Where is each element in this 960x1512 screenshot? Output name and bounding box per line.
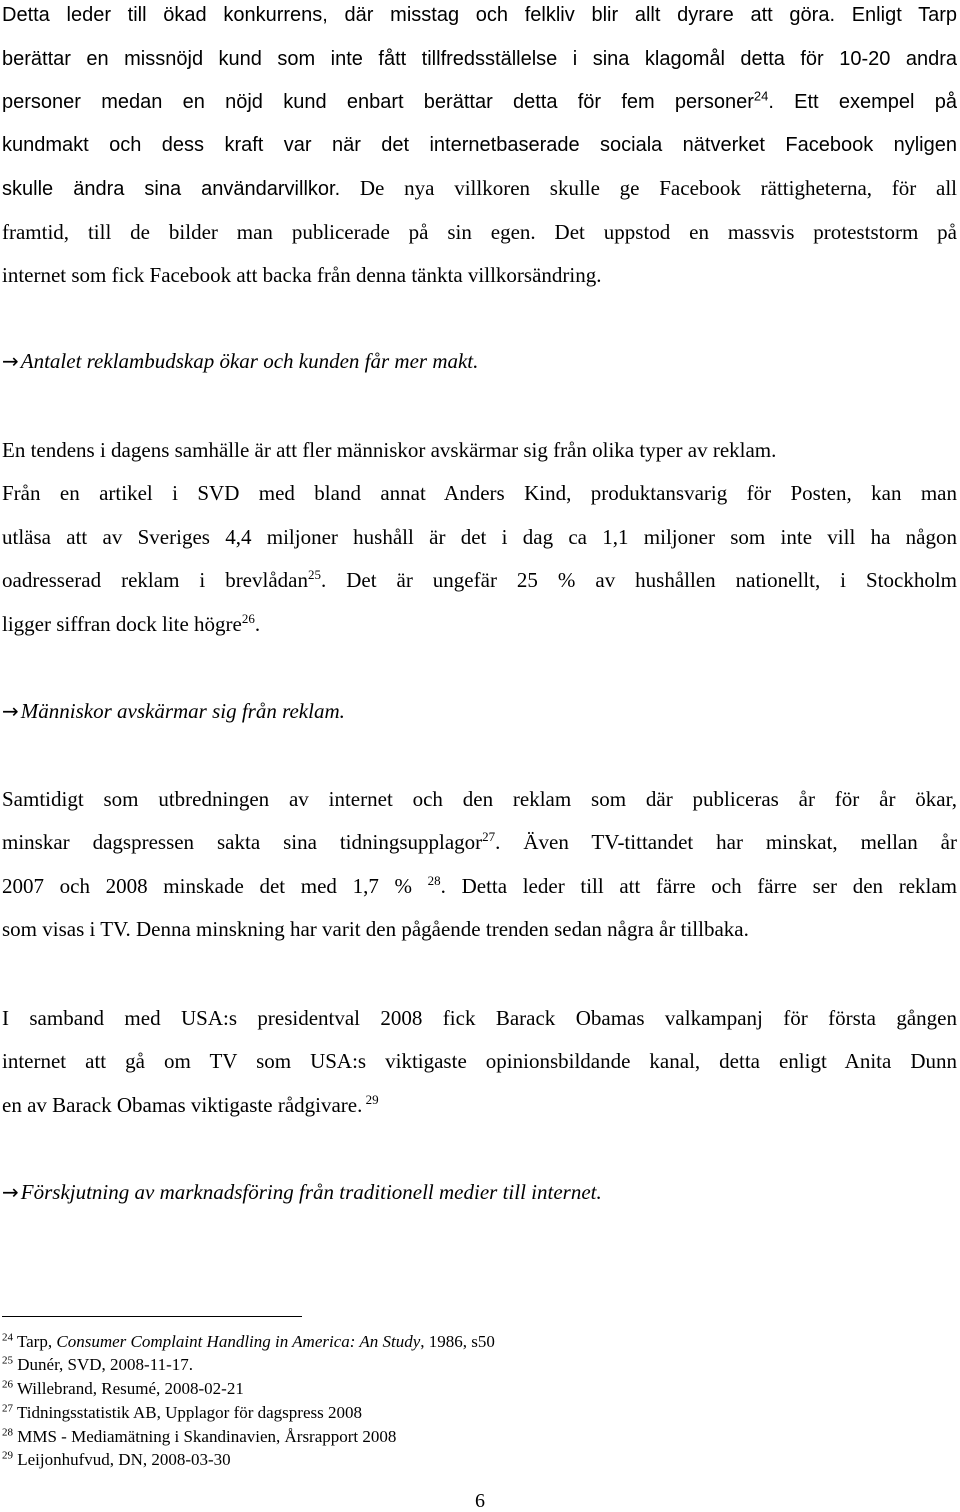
- footnote-number: 29: [2, 1449, 13, 1462]
- text-segment: minskar dagspressen sakta sina tidningsupplagor: [2, 830, 483, 854]
- footnote: [2, 1355, 193, 1375]
- text-line: Detta leder till ökad konkurrens, där misstag och felkliv blir allt dyrare att göra. Enligt Tarp: [2, 4, 957, 26]
- text-segment: De nya villkoren skulle ge Facebook rättigheterna, för all: [340, 176, 957, 200]
- text-segment: .: [254, 612, 261, 636]
- text-line: kundmakt och dess kraft var när det internetbaserade sociala nätverket Facebook nyligen: [2, 134, 957, 156]
- footnote-number: 27: [2, 1402, 13, 1415]
- text-line: utläsa att av Sveriges 4,4 miljoner hushåll är det i dag ca 1,1 miljoner som inte vill ha någon: [2, 525, 957, 549]
- conclusion-line: [2, 699, 345, 723]
- text-segment: oadresserad reklam i brevlådan: [2, 568, 308, 592]
- footnote-text: , 1986, s50: [420, 1332, 495, 1351]
- footnote: [2, 1427, 396, 1447]
- text-line: berättar en missnöjd kund som inte fått tillfredsställelse i sina klagomål detta för 10-20 andra: [2, 48, 957, 70]
- footnote-text: Dunér, SVD, 2008-11-17.: [13, 1355, 194, 1374]
- text-line: I samband med USA:s presidentval 2008 fick Barack Obamas valkampanj för första gången: [2, 1006, 957, 1030]
- conclusion-line: [2, 1180, 602, 1204]
- footnote-ref: 29: [362, 1092, 379, 1107]
- text-segment: personer medan en nöjd kund enbart berättar detta för fem personer: [2, 91, 754, 113]
- text-line: [2, 90, 957, 114]
- text-line: Samtidigt som utbredningen av internet och den reklam som där publiceras år för år ökar,: [2, 787, 957, 811]
- footnote-ref: 26: [241, 611, 255, 626]
- text-line: [2, 568, 957, 592]
- text-line: internet att gå om TV som USA:s viktigaste opinionsbildande kanal, detta enligt Anita Dunn: [2, 1049, 957, 1073]
- text-segment: skulle ändra sina användarvillkor.: [2, 178, 341, 200]
- conclusion-text: Människor avskärmar sig från reklam.: [20, 699, 345, 723]
- text-line: internet som fick Facebook att backa från denna tänkta villkorsändring.: [2, 263, 602, 287]
- footnote-number: 26: [2, 1378, 13, 1391]
- page-number: 6: [475, 1490, 485, 1512]
- footnote-number: 25: [2, 1354, 13, 1367]
- footnote-text: Tarp,: [13, 1332, 57, 1351]
- conclusion-line: [2, 349, 478, 373]
- footnote: [2, 1379, 244, 1399]
- footnote: [2, 1332, 495, 1352]
- text-line: framtid, till de bilder man publicerade på sin egen. Det uppstod en massvis proteststorm på: [2, 220, 957, 244]
- footnote-number: 24: [2, 1331, 13, 1344]
- footnote-ref: 25: [307, 567, 321, 582]
- footnote-text: Tidningsstatistik AB, Upplagor för dagspress 2008: [13, 1403, 362, 1422]
- text-line: Från en artikel i SVD med bland annat Anders Kind, produktansvarig för Posten, kan man: [2, 481, 957, 505]
- footnote-ref: 27: [482, 829, 496, 844]
- footnote: [2, 1403, 362, 1423]
- footnote-text: MMS - Mediamätning i Skandinavien, Årsrapport 2008: [13, 1427, 397, 1446]
- right-arrow-icon: →: [2, 1180, 19, 1204]
- text-segment: ligger siffran dock lite högre: [2, 612, 242, 636]
- text-line: [2, 1093, 957, 1117]
- text-line: som visas i TV. Denna minskning har varit den pågående trenden sedan några år tillbaka.: [2, 917, 749, 941]
- footnote-ref: 24: [753, 88, 769, 104]
- footnote-text: Willebrand, Resumé, 2008-02-21: [13, 1379, 244, 1398]
- text-segment: . Även TV-tittandet har minskat, mellan år: [495, 830, 957, 854]
- text-segment: en av Barack Obamas viktigaste rådgivare.: [2, 1093, 363, 1117]
- text-segment: 2007 och 2008 minskade det med 1,7 %: [2, 874, 428, 898]
- text-segment: . Ett exempel på: [768, 91, 957, 113]
- text-segment: . Det är ungefär 25 % av hushållen nationellt, i Stockholm: [320, 568, 957, 592]
- text-line: [2, 830, 957, 854]
- text-line: [2, 612, 957, 636]
- text-line: [2, 874, 957, 898]
- text-line: [2, 176, 957, 201]
- text-segment: . Detta leder till att färre och färre ser den reklam: [440, 874, 958, 898]
- conclusion-text: Antalet reklambudskap ökar och kunden får mer makt.: [20, 349, 479, 373]
- footnote-title: Consumer Complaint Handling in America: An Study: [56, 1332, 421, 1351]
- footnote-ref: 28: [427, 873, 441, 888]
- footnote-number: 28: [2, 1426, 13, 1439]
- footnote-separator: [2, 1316, 302, 1317]
- right-arrow-icon: →: [2, 699, 19, 723]
- conclusion-text: Förskjutning av marknadsföring från traditionell medier till internet.: [20, 1180, 602, 1204]
- text-line: En tendens i dagens samhälle är att fler människor avskärmar sig från olika typer av reklam.: [2, 438, 777, 462]
- footnote: [2, 1450, 231, 1470]
- right-arrow-icon: →: [2, 349, 19, 373]
- footnote-text: Leijonhufvud, DN, 2008-03-30: [13, 1450, 231, 1469]
